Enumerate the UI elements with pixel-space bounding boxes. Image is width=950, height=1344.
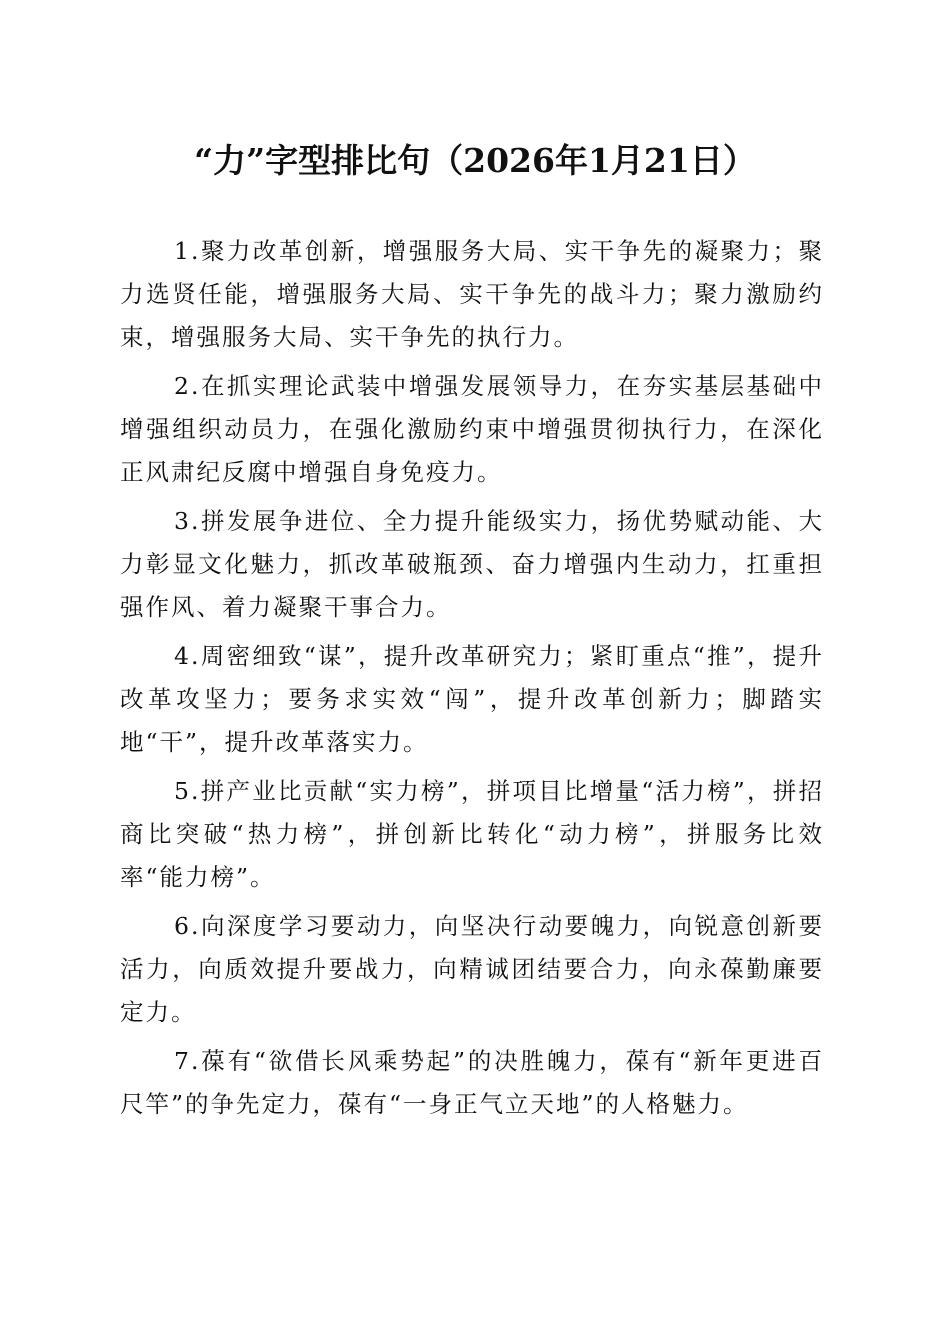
document-title: “力”字型排比句（2026年1月21日） — [194, 141, 756, 180]
paragraph-4: 4.周密细致“谋”，提升改革研究力；紧盯重点“推”，提升改革攻坚力；要务求实效“闯”，提升改革创新力；脚踏实地“干”，提升改革落实力。 — [120, 642, 824, 756]
document-body — [120, 230, 824, 1132]
paragraph-6: 6.向深度学习要动力，向坚决行动要魄力，向锐意创新要活力，向质效提升要战力，向精诚团结要合力，向永葆勤廉要定力。 — [120, 912, 824, 1026]
paragraph-2: 2.在抓实理论武装中增强发展领导力，在夯实基层基础中增强组织动员力，在强化激励约束中增强贯彻执行力，在深化正风肃纪反腐中增强自身免疫力。 — [120, 372, 824, 486]
paragraph-1: 1.聚力改革创新，增强服务大局、实干争先的凝聚力；聚力选贤任能，增强服务大局、实干争先的战斗力；聚力激励约束，增强服务大局、实干争先的执行力。 — [120, 237, 824, 351]
paragraph-7: 7.葆有“欲借长风乘势起”的决胜魄力，葆有“新年更进百尺竿”的争先定力，葆有“一身正气立天地”的人格魅力。 — [120, 1047, 824, 1118]
paragraph-3: 3.拼发展争进位、全力提升能级实力，扬优势赋动能、大力彰显文化魅力，抓改革破瓶颈、奋力增强内生动力，扛重担强作风、着力凝聚干事合力。 — [120, 507, 824, 621]
paragraph-5: 5.拼产业比贡献“实力榜”，拼项目比增量“活力榜”，拼招商比突破“热力榜”，拼创新比转化“动力榜”，拼服务比效率“能力榜”。 — [120, 777, 824, 891]
